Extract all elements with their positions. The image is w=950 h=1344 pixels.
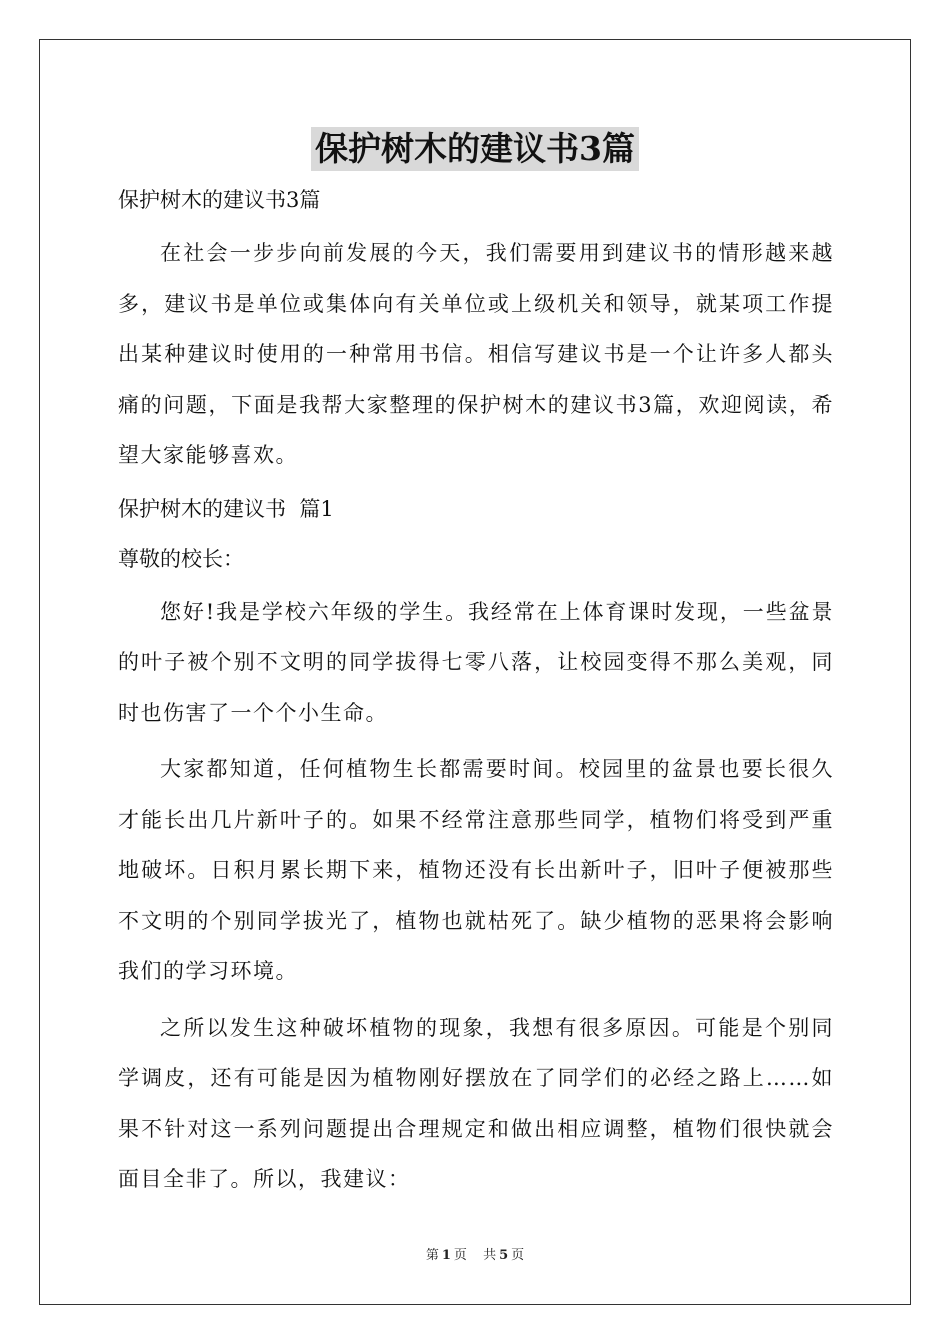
page-footer (0, 1244, 950, 1263)
page-number: 第 1 页 (425, 1248, 467, 1263)
body-paragraph-1: 您好!我是学校六年级的学生。我经常在上体育课时发现，一些盆景的叶子被个别不文明的同学拔得七零八落，让校园变得不那么美观，同时也伤害了一个个小生命。 (118, 599, 834, 725)
salutation: 尊敬的校长： (118, 546, 244, 571)
total-pages: 共 5 页 (483, 1248, 525, 1263)
document-title: 保护树木的建议书3篇 (311, 127, 639, 171)
document-body (118, 178, 834, 1205)
title-container (0, 127, 950, 171)
document-subtitle: 保护树木的建议书3篇 (118, 188, 321, 212)
body-paragraph-3: 之所以发生这种破坏植物的现象，我想有很多原因。可能是个别同学调皮，还有可能是因为植物刚好摆放在了同学们的必经之路上……如果不针对这一系列问题提出合理规定和做出相应调整，植物们很快就会面目全非了。所以，我建议： (118, 1015, 834, 1191)
section-heading: 保护树木的建议书 篇1 (118, 496, 334, 521)
body-paragraph-2: 大家都知道，任何植物生长都需要时间。校园里的盆景也要长很久才能长出几片新叶子的。如果不经常注意那些同学，植物们将受到严重地破坏。日积月累长期下来，植物还没有长出新叶子，旧叶子便被那些不文明的个别同学拔光了，植物也就枯死了。缺少植物的恶果将会影响我们的学习环境。 (118, 757, 834, 983)
intro-paragraph: 在社会一步步向前发展的今天，我们需要用到建议书的情形越来越多，建议书是单位或集体向有关单位或上级机关和领导，就某项工作提出某种建议时使用的一种常用书信。相信写建议书是一个让许多人都头痛的问题，下面是我帮大家整理的保护树木的建议书3篇，欢迎阅读，希望大家能够喜欢。 (118, 241, 834, 467)
